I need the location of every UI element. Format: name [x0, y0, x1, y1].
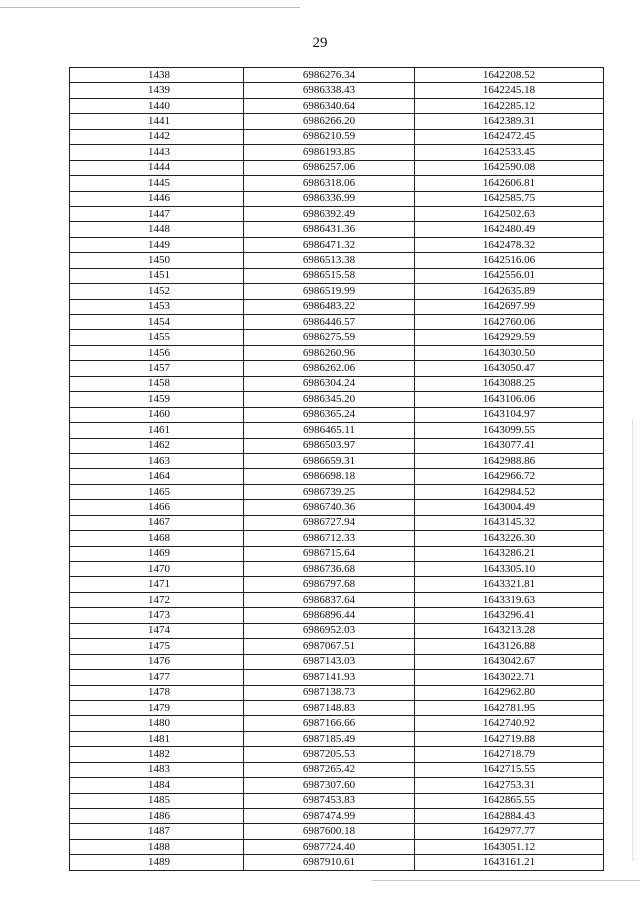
point-number-cell: 1445 [70, 176, 244, 191]
table-row [70, 83, 604, 98]
y-coordinate-cell: 1643126.88 [415, 639, 604, 654]
table-row [70, 191, 604, 206]
table-row [70, 160, 604, 175]
table-row [70, 284, 604, 299]
point-number-cell: 1488 [70, 839, 244, 854]
y-coordinate-cell: 1643161.21 [415, 855, 604, 870]
point-number-cell: 1470 [70, 562, 244, 577]
y-coordinate-cell: 1643030.50 [415, 345, 604, 360]
y-coordinate-cell: 1642285.12 [415, 98, 604, 113]
y-coordinate-cell: 1643286.21 [415, 546, 604, 561]
y-coordinate-cell: 1643145.32 [415, 515, 604, 530]
point-number-cell: 1484 [70, 778, 244, 793]
point-number-cell: 1439 [70, 83, 244, 98]
x-coordinate-cell: 6986318.06 [244, 176, 415, 191]
y-coordinate-cell: 1642697.99 [415, 299, 604, 314]
coordinates-table-body [70, 68, 604, 871]
point-number-cell: 1475 [70, 639, 244, 654]
y-coordinate-cell: 1643226.30 [415, 531, 604, 546]
table-row [70, 839, 604, 854]
table-row [70, 608, 604, 623]
y-coordinate-cell: 1643050.47 [415, 361, 604, 376]
point-number-cell: 1480 [70, 716, 244, 731]
coordinates-table [69, 67, 604, 871]
point-number-cell: 1456 [70, 345, 244, 360]
x-coordinate-cell: 6986519.99 [244, 284, 415, 299]
table-row [70, 392, 604, 407]
y-coordinate-cell: 1642478.32 [415, 237, 604, 252]
point-number-cell: 1455 [70, 330, 244, 345]
x-coordinate-cell: 6986276.34 [244, 68, 415, 83]
y-coordinate-cell: 1643042.67 [415, 654, 604, 669]
y-coordinate-cell: 1642480.49 [415, 222, 604, 237]
table-row [70, 299, 604, 314]
point-number-cell: 1462 [70, 438, 244, 453]
y-coordinate-cell: 1642966.72 [415, 469, 604, 484]
table-row [70, 469, 604, 484]
x-coordinate-cell: 6987910.61 [244, 855, 415, 870]
x-coordinate-cell: 6986260.96 [244, 345, 415, 360]
point-number-cell: 1458 [70, 376, 244, 391]
y-coordinate-cell: 1642984.52 [415, 484, 604, 499]
point-number-cell: 1463 [70, 453, 244, 468]
point-number-cell: 1454 [70, 315, 244, 330]
table-row [70, 345, 604, 360]
table-row [70, 500, 604, 515]
x-coordinate-cell: 6987185.49 [244, 731, 415, 746]
x-coordinate-cell: 6986503.97 [244, 438, 415, 453]
table-row [70, 330, 604, 345]
y-coordinate-cell: 1642208.52 [415, 68, 604, 83]
table-row [70, 546, 604, 561]
table-row [70, 68, 604, 83]
y-coordinate-cell: 1642590.08 [415, 160, 604, 175]
y-coordinate-cell: 1642556.01 [415, 268, 604, 283]
x-coordinate-cell: 6986365.24 [244, 407, 415, 422]
table-row [70, 98, 604, 113]
x-coordinate-cell: 6986740.36 [244, 500, 415, 515]
table-row [70, 129, 604, 144]
table-row [70, 145, 604, 160]
x-coordinate-cell: 6986952.03 [244, 623, 415, 638]
x-coordinate-cell: 6986340.64 [244, 98, 415, 113]
y-coordinate-cell: 1642962.80 [415, 685, 604, 700]
page-number: 29 [312, 35, 328, 51]
table-row [70, 438, 604, 453]
point-number-cell: 1477 [70, 670, 244, 685]
y-coordinate-cell: 1643051.12 [415, 839, 604, 854]
x-coordinate-cell: 6987138.73 [244, 685, 415, 700]
y-coordinate-cell: 1642781.95 [415, 700, 604, 715]
point-number-cell: 1446 [70, 191, 244, 206]
point-number-cell: 1481 [70, 731, 244, 746]
point-number-cell: 1489 [70, 855, 244, 870]
x-coordinate-cell: 6986896.44 [244, 608, 415, 623]
table-row [70, 176, 604, 191]
point-number-cell: 1474 [70, 623, 244, 638]
y-coordinate-cell: 1642977.77 [415, 824, 604, 839]
x-coordinate-cell: 6987724.40 [244, 839, 415, 854]
x-coordinate-cell: 6986659.31 [244, 453, 415, 468]
point-number-cell: 1453 [70, 299, 244, 314]
scan-edge-line-bottom [372, 880, 640, 881]
x-coordinate-cell: 6986262.06 [244, 361, 415, 376]
y-coordinate-cell: 1643004.49 [415, 500, 604, 515]
y-coordinate-cell: 1642502.63 [415, 206, 604, 221]
point-number-cell: 1440 [70, 98, 244, 113]
point-number-cell: 1464 [70, 469, 244, 484]
table-row [70, 407, 604, 422]
x-coordinate-cell: 6986345.20 [244, 392, 415, 407]
table-row [70, 315, 604, 330]
y-coordinate-cell: 1642585.75 [415, 191, 604, 206]
point-number-cell: 1444 [70, 160, 244, 175]
table-row [70, 639, 604, 654]
x-coordinate-cell: 6986471.32 [244, 237, 415, 252]
point-number-cell: 1465 [70, 484, 244, 499]
table-row [70, 376, 604, 391]
x-coordinate-cell: 6986336.99 [244, 191, 415, 206]
point-number-cell: 1482 [70, 747, 244, 762]
x-coordinate-cell: 6986797.68 [244, 577, 415, 592]
x-coordinate-cell: 6986515.58 [244, 268, 415, 283]
y-coordinate-cell: 1642719.88 [415, 731, 604, 746]
point-number-cell: 1442 [70, 129, 244, 144]
x-coordinate-cell: 6986739.25 [244, 484, 415, 499]
x-coordinate-cell: 6987067.51 [244, 639, 415, 654]
point-number-cell: 1483 [70, 762, 244, 777]
point-number-cell: 1441 [70, 114, 244, 129]
x-coordinate-cell: 6986392.49 [244, 206, 415, 221]
y-coordinate-cell: 1642389.31 [415, 114, 604, 129]
table-row [70, 253, 604, 268]
point-number-cell: 1451 [70, 268, 244, 283]
table-row [70, 809, 604, 824]
table-row [70, 700, 604, 715]
x-coordinate-cell: 6986266.20 [244, 114, 415, 129]
table-row [70, 206, 604, 221]
x-coordinate-cell: 6986483.22 [244, 299, 415, 314]
point-number-cell: 1469 [70, 546, 244, 561]
table-row [70, 423, 604, 438]
table-row [70, 623, 604, 638]
y-coordinate-cell: 1643296.41 [415, 608, 604, 623]
x-coordinate-cell: 6986275.59 [244, 330, 415, 345]
point-number-cell: 1450 [70, 253, 244, 268]
y-coordinate-cell: 1643088.25 [415, 376, 604, 391]
point-number-cell: 1449 [70, 237, 244, 252]
x-coordinate-cell: 6986712.33 [244, 531, 415, 546]
y-coordinate-cell: 1642635.89 [415, 284, 604, 299]
table-row [70, 855, 604, 870]
table-row [70, 670, 604, 685]
x-coordinate-cell: 6987148.83 [244, 700, 415, 715]
y-coordinate-cell: 1642865.55 [415, 793, 604, 808]
table-row [70, 237, 604, 252]
point-number-cell: 1443 [70, 145, 244, 160]
y-coordinate-cell: 1642606.81 [415, 176, 604, 191]
y-coordinate-cell: 1643106.06 [415, 392, 604, 407]
point-number-cell: 1487 [70, 824, 244, 839]
table-row [70, 222, 604, 237]
point-number-cell: 1461 [70, 423, 244, 438]
point-number-cell: 1459 [70, 392, 244, 407]
y-coordinate-cell: 1642753.31 [415, 778, 604, 793]
x-coordinate-cell: 6987307.60 [244, 778, 415, 793]
point-number-cell: 1457 [70, 361, 244, 376]
point-number-cell: 1452 [70, 284, 244, 299]
point-number-cell: 1478 [70, 685, 244, 700]
table-row [70, 762, 604, 777]
y-coordinate-cell: 1642718.79 [415, 747, 604, 762]
table-row [70, 453, 604, 468]
y-coordinate-cell: 1642245.18 [415, 83, 604, 98]
table-row [70, 577, 604, 592]
point-number-cell: 1460 [70, 407, 244, 422]
point-number-cell: 1476 [70, 654, 244, 669]
x-coordinate-cell: 6986304.24 [244, 376, 415, 391]
table-row [70, 484, 604, 499]
y-coordinate-cell: 1642740.92 [415, 716, 604, 731]
y-coordinate-cell: 1642715.55 [415, 762, 604, 777]
y-coordinate-cell: 1643077.41 [415, 438, 604, 453]
x-coordinate-cell: 6987265.42 [244, 762, 415, 777]
table-row [70, 731, 604, 746]
table-row [70, 685, 604, 700]
y-coordinate-cell: 1642884.43 [415, 809, 604, 824]
x-coordinate-cell: 6986431.36 [244, 222, 415, 237]
x-coordinate-cell: 6986193.85 [244, 145, 415, 160]
x-coordinate-cell: 6986513.38 [244, 253, 415, 268]
point-number-cell: 1438 [70, 68, 244, 83]
point-number-cell: 1447 [70, 206, 244, 221]
x-coordinate-cell: 6986465.11 [244, 423, 415, 438]
x-coordinate-cell: 6987141.93 [244, 670, 415, 685]
y-coordinate-cell: 1643104.97 [415, 407, 604, 422]
x-coordinate-cell: 6987143.03 [244, 654, 415, 669]
x-coordinate-cell: 6986257.06 [244, 160, 415, 175]
point-number-cell: 1486 [70, 809, 244, 824]
y-coordinate-cell: 1643321.81 [415, 577, 604, 592]
y-coordinate-cell: 1642760.06 [415, 315, 604, 330]
x-coordinate-cell: 6987474.99 [244, 809, 415, 824]
y-coordinate-cell: 1642516.06 [415, 253, 604, 268]
y-coordinate-cell: 1642533.45 [415, 145, 604, 160]
table-row [70, 531, 604, 546]
point-number-cell: 1467 [70, 515, 244, 530]
x-coordinate-cell: 6986837.64 [244, 592, 415, 607]
scan-edge-line-top [0, 7, 300, 8]
point-number-cell: 1466 [70, 500, 244, 515]
y-coordinate-cell: 1642988.86 [415, 453, 604, 468]
table-row [70, 592, 604, 607]
y-coordinate-cell: 1643319.63 [415, 592, 604, 607]
table-row [70, 562, 604, 577]
table-row [70, 793, 604, 808]
y-coordinate-cell: 1643099.55 [415, 423, 604, 438]
x-coordinate-cell: 6987453.83 [244, 793, 415, 808]
table-row [70, 654, 604, 669]
table-row [70, 824, 604, 839]
table-row [70, 268, 604, 283]
table-row [70, 361, 604, 376]
x-coordinate-cell: 6986446.57 [244, 315, 415, 330]
point-number-cell: 1471 [70, 577, 244, 592]
table-row [70, 778, 604, 793]
x-coordinate-cell: 6987166.66 [244, 716, 415, 731]
x-coordinate-cell: 6986736.68 [244, 562, 415, 577]
y-coordinate-cell: 1643213.28 [415, 623, 604, 638]
point-number-cell: 1473 [70, 608, 244, 623]
x-coordinate-cell: 6986715.64 [244, 546, 415, 561]
y-coordinate-cell: 1643305.10 [415, 562, 604, 577]
table-row [70, 716, 604, 731]
point-number-cell: 1479 [70, 700, 244, 715]
table-row [70, 747, 604, 762]
point-number-cell: 1472 [70, 592, 244, 607]
x-coordinate-cell: 6986210.59 [244, 129, 415, 144]
x-coordinate-cell: 6987205.53 [244, 747, 415, 762]
point-number-cell: 1448 [70, 222, 244, 237]
y-coordinate-cell: 1642929.59 [415, 330, 604, 345]
y-coordinate-cell: 1643022.71 [415, 670, 604, 685]
x-coordinate-cell: 6986338.43 [244, 83, 415, 98]
point-number-cell: 1468 [70, 531, 244, 546]
scan-edge-right [632, 420, 634, 860]
table-row [70, 114, 604, 129]
y-coordinate-cell: 1642472.45 [415, 129, 604, 144]
table-row [70, 515, 604, 530]
point-number-cell: 1485 [70, 793, 244, 808]
x-coordinate-cell: 6987600.18 [244, 824, 415, 839]
x-coordinate-cell: 6986698.18 [244, 469, 415, 484]
x-coordinate-cell: 6986727.94 [244, 515, 415, 530]
